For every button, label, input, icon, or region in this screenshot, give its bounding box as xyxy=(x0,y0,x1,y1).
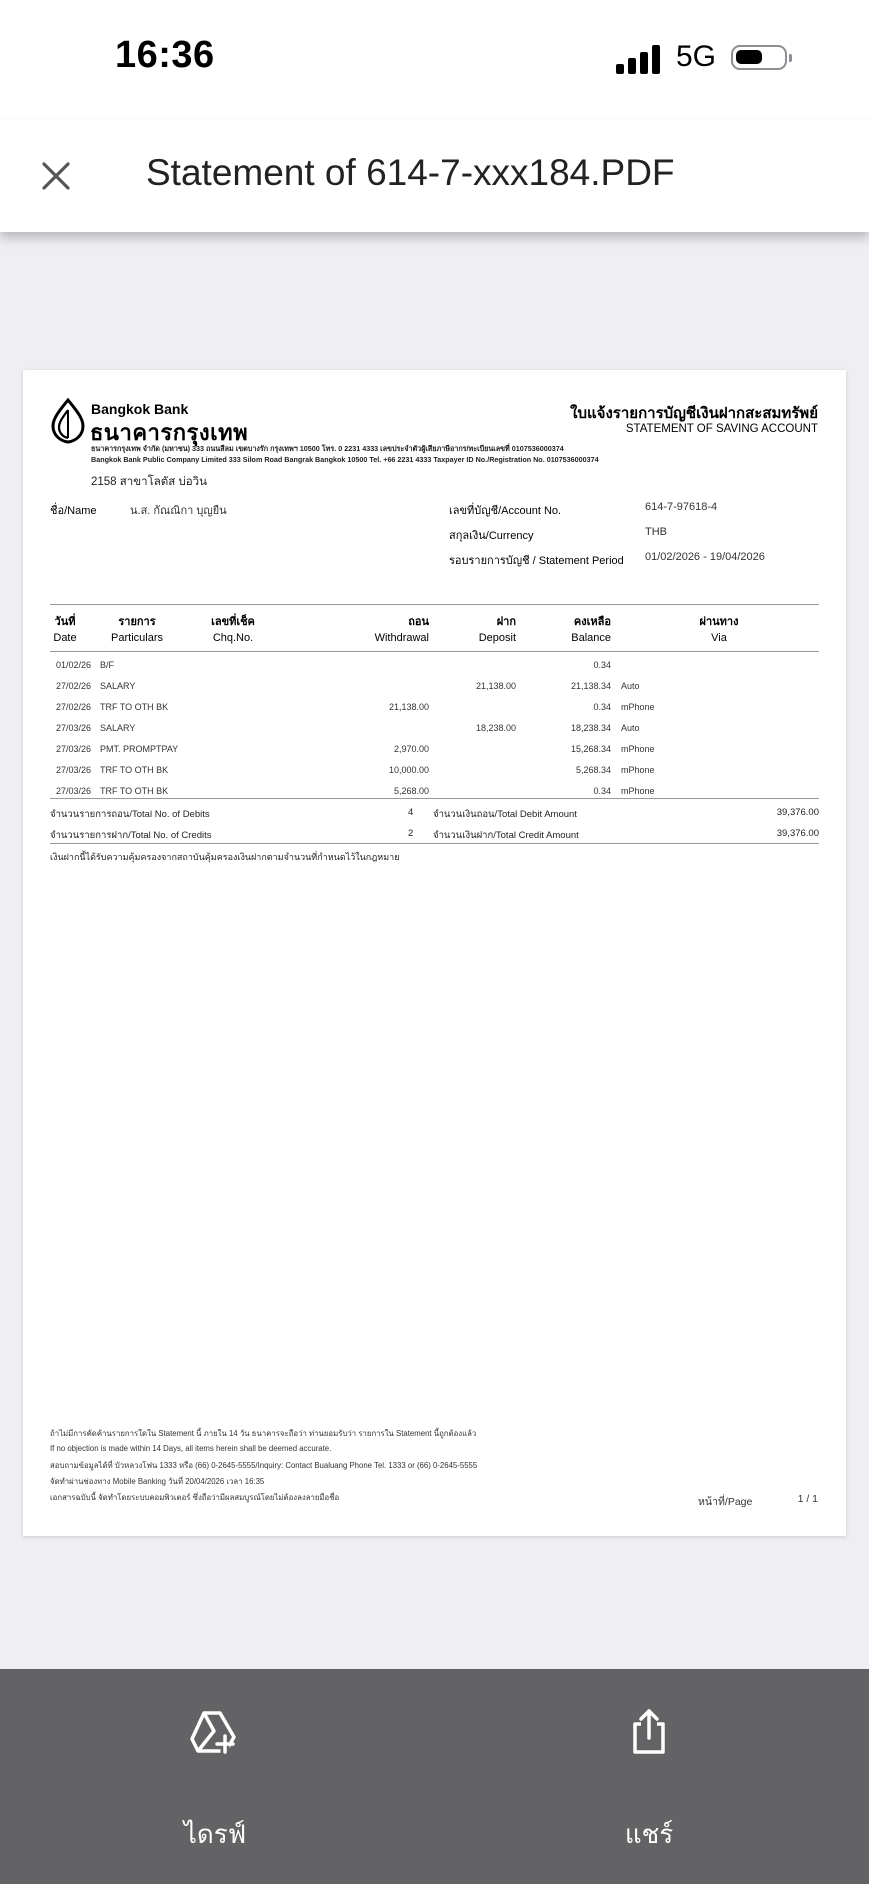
cell-particulars: TRF TO OTH BK xyxy=(100,702,169,712)
bank-name-th: ธนาคารกรุงเทพ xyxy=(90,420,249,445)
table-header-rule xyxy=(50,651,819,652)
cell-balance: 5,268.34 xyxy=(575,765,611,775)
cell-via: mPhone xyxy=(621,765,655,775)
bottom-action-bar xyxy=(0,1669,869,1884)
table-row xyxy=(23,681,846,701)
col-header-via-th: ผ่านทาง xyxy=(699,616,739,628)
cell-particulars: TRF TO OTH BK xyxy=(100,765,169,775)
status-bar xyxy=(0,0,869,120)
statement-title-en: STATEMENT OF SAVING ACCOUNT xyxy=(625,423,818,435)
cell-withdrawal: 5,268.00 xyxy=(393,786,429,796)
currency-value: THB xyxy=(645,526,667,538)
col-header-chq-en: Chq.No. xyxy=(212,632,254,644)
col-header-particulars-th: รายการ xyxy=(118,616,156,628)
total-credits-count: 2 xyxy=(408,828,414,839)
table-bottom-rule xyxy=(50,798,819,799)
period-label: รอบรายการบัญชี / Statement Period xyxy=(449,555,624,567)
cell-balance: 15,268.34 xyxy=(570,744,611,754)
cell-deposit: 21,138.00 xyxy=(475,681,516,691)
bangkok-bank-logo-icon xyxy=(50,398,86,444)
cell-deposit: 18,238.00 xyxy=(475,723,516,733)
cell-via: Auto xyxy=(621,681,640,691)
deposit-protection-note: เงินฝากนี้ได้รับความคุ้มครองจากสถาบันคุ้มครองเงินฝากตามจำนวนที่กำหนดไว้ในกฎหมาย xyxy=(50,852,400,862)
status-time: 16:36 xyxy=(115,34,215,76)
bank-address-en: Bangkok Bank Public Company Limited 333 Silom Road Bangrak Bangkok 10500 Tel. +66 2231 4333 Taxpayer ID No./Registration No. 0107536000374 xyxy=(91,455,599,464)
col-header-chq-th: เลขที่เช็ค xyxy=(211,616,255,628)
total-debit-amount: 39,376.00 xyxy=(776,807,819,818)
share-icon xyxy=(624,1709,674,1755)
total-debits-count: 4 xyxy=(408,807,414,818)
cell-withdrawal: 2,970.00 xyxy=(393,744,429,754)
footer-line: จัดทำผ่านช่องทาง Mobile Banking วันที่ 20/04/2026 เวลา 16:35 xyxy=(50,1477,265,1486)
col-header-withdrawal-en: Withdrawal xyxy=(374,632,429,644)
cell-via: mPhone xyxy=(621,786,655,796)
col-header-balance-en: Balance xyxy=(571,632,611,644)
table-row xyxy=(23,744,846,764)
cell-balance: 18,238.34 xyxy=(570,723,611,733)
cell-date: 27/02/26 xyxy=(56,681,92,691)
drive-label: ไดรฟ์ xyxy=(183,1819,247,1849)
cellular-signal-icon xyxy=(616,44,662,74)
statement-title-th: ใบแจ้งรายการบัญชีเงินฝากสะสมทรัพย์ xyxy=(570,405,818,422)
cell-date: 27/03/26 xyxy=(56,765,92,775)
cell-via: mPhone xyxy=(621,744,655,754)
document-title: Statement of 614-7-xxx184.PDF xyxy=(146,152,675,193)
footer-line: สอบถามข้อมูลได้ที่ บัวหลวงโฟน 1333 หรือ (66) 0-2645-5555/Inquiry: Contact Bualuang Phone Tel. 1333 or (66) 0-2645-5555 xyxy=(50,1461,478,1470)
share-label: แชร์ xyxy=(624,1819,674,1849)
col-header-particulars-en: Particulars xyxy=(111,632,163,644)
page-label: หน้าที่/Page xyxy=(698,1496,753,1508)
cell-particulars: SALARY xyxy=(100,723,136,733)
footer-line: เอกสารฉบับนี้ จัดทำโดยระบบคอมพิวเตอร์ ซึ่งถือว่ามีผลสมบูรณ์โดยไม่ต้องลงลายมือชื่อ xyxy=(50,1493,340,1502)
total-debit-amount-label: จำนวนเงินถอน/Total Debit Amount xyxy=(433,809,577,820)
save-to-drive-button[interactable] xyxy=(115,1709,315,1849)
cell-date: 01/02/26 xyxy=(56,660,92,670)
cell-balance: 0.34 xyxy=(593,660,611,670)
cell-withdrawal: 21,138.00 xyxy=(388,702,429,712)
cell-withdrawal: 10,000.00 xyxy=(388,765,429,775)
cell-date: 27/03/26 xyxy=(56,786,92,796)
viewer-header xyxy=(0,120,869,232)
footer-line: ถ้าไม่มีการคัดค้านรายการใดใน Statement นี้ ภายใน 14 วัน ธนาคารจะถือว่า ท่านยอมรับว่า รายการใน Statement นี้ถูกต้องแล้ว xyxy=(50,1429,477,1438)
cell-via: mPhone xyxy=(621,702,655,712)
col-header-deposit-en: Deposit xyxy=(478,632,516,644)
total-credit-amount: 39,376.00 xyxy=(776,828,819,839)
close-button[interactable] xyxy=(32,152,80,200)
cell-particulars: TRF TO OTH BK xyxy=(100,786,169,796)
cell-via: Auto xyxy=(621,723,640,733)
network-type: 5G xyxy=(676,40,717,73)
col-header-deposit-th: ฝาก xyxy=(496,616,516,628)
cell-particulars: B/F xyxy=(100,660,115,670)
table-row xyxy=(23,723,846,743)
totals-rule xyxy=(50,843,819,844)
close-icon xyxy=(32,152,80,200)
cell-particulars: SALARY xyxy=(100,681,136,691)
col-header-balance-th: คงเหลือ xyxy=(573,616,611,628)
total-credit-amount-label: จำนวนเงินฝาก/Total Credit Amount xyxy=(433,830,579,841)
pdf-page[interactable] xyxy=(23,370,846,1536)
currency-label: สกุลเงิน/Currency xyxy=(449,530,534,542)
period-value: 01/02/2026 - 19/04/2026 xyxy=(645,551,765,563)
total-debits-label: จำนวนรายการถอน/Total No. of Debits xyxy=(50,809,210,820)
col-header-date-th: วันที่ xyxy=(54,616,76,628)
cell-balance: 0.34 xyxy=(593,702,611,712)
bank-address-th: ธนาคารกรุงเทพ จำกัด (มหาชน) 333 ถนนสีลม เขตบางรัก กรุงเทพฯ 10500 โทร. 0 2231 4333 เลขประจำตัวผู้เสียภาษีอากร/ทะเบียนเลขที่ 0107536000374 xyxy=(91,444,564,453)
table-row xyxy=(23,702,846,722)
col-header-withdrawal-th: ถอน xyxy=(408,616,429,628)
col-header-date-en: Date xyxy=(53,632,77,644)
cell-balance: 0.34 xyxy=(593,786,611,796)
bank-name-en: Bangkok Bank xyxy=(91,401,189,417)
branch: 2158 สาขาโลตัส บ่อวิน xyxy=(91,476,208,488)
col-header-via-en: Via xyxy=(711,632,727,644)
table-row xyxy=(23,765,846,785)
account-value: 614-7-97618-4 xyxy=(645,501,718,513)
drive-add-icon xyxy=(190,1709,240,1755)
cell-balance: 21,138.34 xyxy=(570,681,611,691)
cell-particulars: PMT. PROMPTPAY xyxy=(100,744,179,754)
table-row xyxy=(23,786,846,806)
battery-icon xyxy=(731,45,787,70)
page-number: 1 / 1 xyxy=(797,1493,818,1505)
cell-date: 27/03/26 xyxy=(56,744,92,754)
total-credits-label: จำนวนรายการฝาก/Total No. of Credits xyxy=(50,830,212,841)
name-value: น.ส. กัณณิกา บุญยืน xyxy=(130,505,227,517)
table-top-rule xyxy=(50,604,819,605)
table-row xyxy=(23,660,846,680)
share-button[interactable] xyxy=(549,1709,749,1849)
cell-date: 27/02/26 xyxy=(56,702,92,712)
name-label: ชื่อ/Name xyxy=(50,505,97,517)
cell-date: 27/03/26 xyxy=(56,723,92,733)
footer-line: If no objection is made within 14 Days, all items herein shall be deemed accurate. xyxy=(50,1444,332,1453)
account-label: เลขที่บัญชี/Account No. xyxy=(449,505,562,517)
